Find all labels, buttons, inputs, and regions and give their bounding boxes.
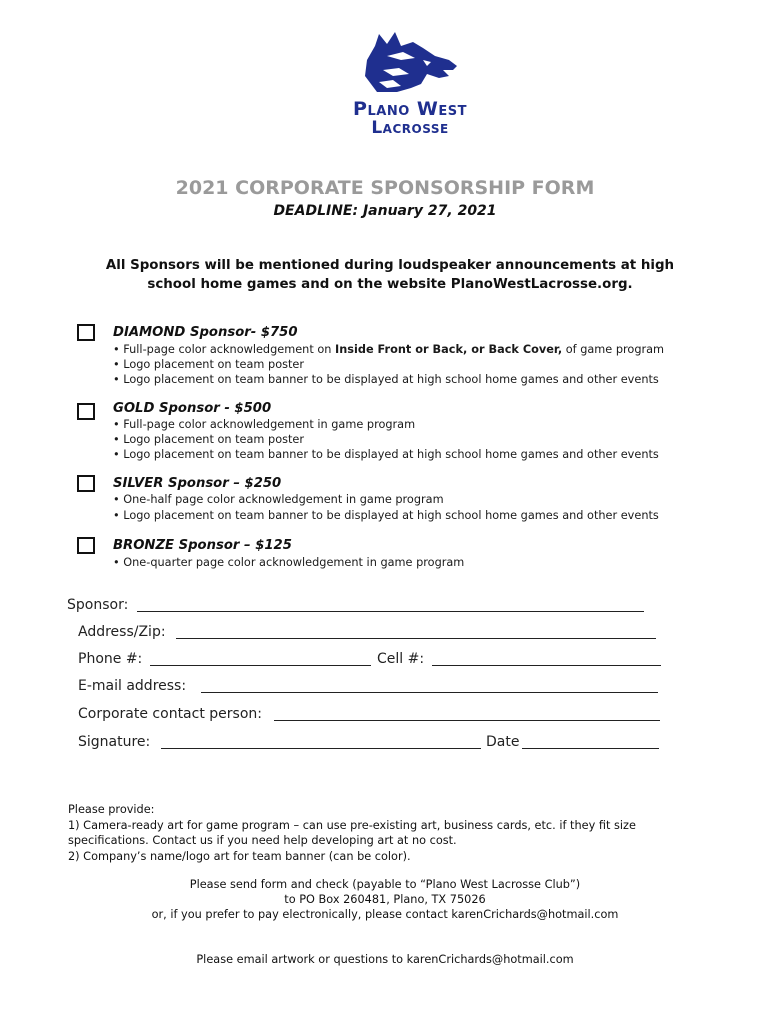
signature-label: Signature: xyxy=(78,734,151,750)
address-label: Address/Zip: xyxy=(78,624,166,640)
cell-field[interactable] xyxy=(432,665,661,666)
wolf-head-icon xyxy=(357,30,463,96)
phone-label: Phone #: xyxy=(78,651,143,667)
footer-note: Please email artwork or questions to karenCrichards@hotmail.com xyxy=(196,953,574,966)
provide-item-1-line-1: 1) Camera-ready art for game program – can use pre-existing art, business cards, etc. if they fit size xyxy=(68,818,636,832)
logo-text-plano-west: Plano West xyxy=(353,98,467,120)
diamond-benefit-2: • Logo placement on team poster xyxy=(113,358,305,371)
gold-checkbox[interactable] xyxy=(77,403,95,420)
form-title: 2021 CORPORATE SPONSORSHIP FORM xyxy=(175,177,595,199)
payment-line-1: Please send form and check (payable to “Plano West Lacrosse Club”) xyxy=(189,878,581,891)
provide-instructions xyxy=(68,802,708,864)
bronze-checkbox[interactable] xyxy=(77,537,95,554)
silver-checkbox[interactable] xyxy=(77,475,95,492)
contact-field[interactable] xyxy=(274,720,660,721)
diamond-tier-title: DIAMOND Sponsor- $750 xyxy=(113,325,298,340)
benefit-text: • Full-page color acknowledgement on xyxy=(113,343,336,356)
bronze-tier-title: BRONZE Sponsor – $125 xyxy=(113,538,292,553)
date-label: Date xyxy=(486,734,520,750)
date-field[interactable] xyxy=(522,748,659,749)
deadline: DEADLINE: January 27, 2021 xyxy=(273,203,497,219)
silver-benefit-2: • Logo placement on team banner to be displayed at high school home games and other events xyxy=(113,509,659,522)
phone-field[interactable] xyxy=(150,665,371,666)
payment-line-2: to PO Box 260481, Plano, TX 75026 xyxy=(284,893,486,906)
email-label: E-mail address: xyxy=(78,678,187,694)
benefit-bold-text: Inside Front or Back, or Back Cover, xyxy=(335,343,563,356)
silver-benefit-1: • One-half page color acknowledgement in game program xyxy=(113,493,444,506)
diamond-benefit-3: • Logo placement on team banner to be displayed at high school home games and other events xyxy=(113,373,659,386)
diamond-benefit-1 xyxy=(113,343,664,356)
intro-line-1: All Sponsors will be mentioned during loudspeaker announcements at high xyxy=(105,258,675,273)
plano-west-lacrosse-logo xyxy=(330,30,490,140)
gold-benefit-3: • Logo placement on team banner to be displayed at high school home games and other events xyxy=(113,448,659,461)
provide-item-1-line-2: specifications. Contact us if you need help developing art at no cost. xyxy=(68,834,457,847)
sponsor-field[interactable] xyxy=(137,611,644,612)
silver-tier-title: SILVER Sponsor – $250 xyxy=(113,476,282,491)
address-field[interactable] xyxy=(176,638,656,639)
cell-label: Cell #: xyxy=(377,651,425,667)
intro-line-2: school home games and on the website PlanoWestLacrosse.org. xyxy=(147,277,633,292)
gold-benefit-1: • Full-page color acknowledgement in game program xyxy=(113,418,416,431)
bronze-benefit-1: • One-quarter page color acknowledgement in game program xyxy=(113,556,465,569)
benefit-text-end: of game program xyxy=(562,343,665,356)
gold-tier-title: GOLD Sponsor - $500 xyxy=(113,401,272,416)
signature-field[interactable] xyxy=(161,748,481,749)
gold-benefit-2: • Logo placement on team poster xyxy=(113,433,305,446)
contact-label: Corporate contact person: xyxy=(78,706,262,722)
diamond-checkbox[interactable] xyxy=(77,324,95,341)
provide-item-2: 2) Company’s name/logo art for team banner (can be color). xyxy=(68,849,411,863)
provide-heading: Please provide: xyxy=(68,803,155,816)
sponsor-label: Sponsor: xyxy=(67,597,129,613)
email-field[interactable] xyxy=(201,692,658,693)
payment-line-3: or, if you prefer to pay electronically, please contact karenCrichards@hotmail.com xyxy=(151,908,619,921)
intro-text xyxy=(90,256,690,294)
logo-text-lacrosse: Lacrosse xyxy=(371,118,449,138)
